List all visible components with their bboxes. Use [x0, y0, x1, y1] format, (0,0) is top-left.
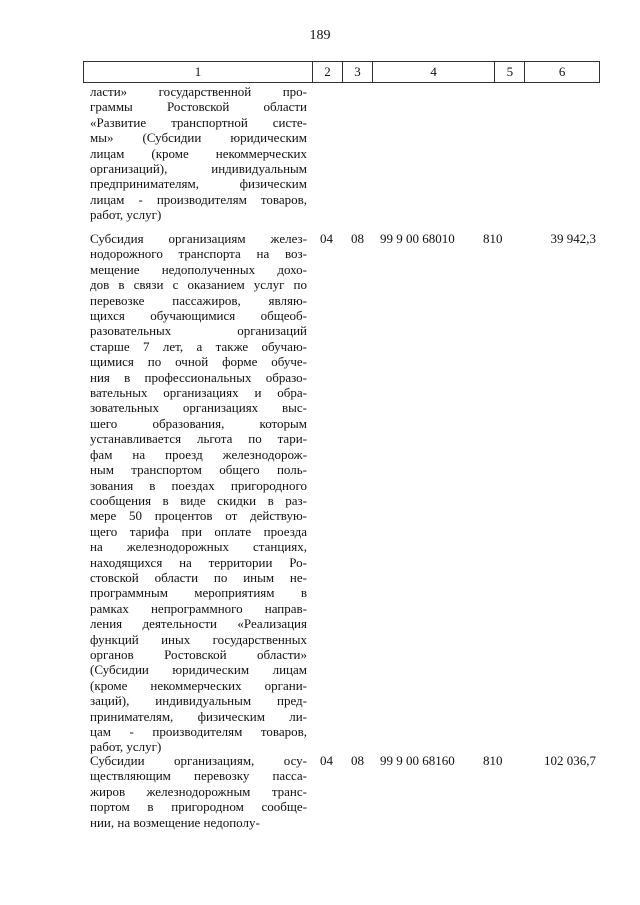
header-cell-1: 1 — [84, 62, 313, 82]
description-line: нии, на возмещение недополу- — [90, 814, 260, 830]
row-description — [90, 84, 307, 223]
description-line: зования в поездах пригородного — [90, 477, 307, 493]
section-code: 04 — [320, 753, 333, 768]
header-cell-6: 6 — [558, 64, 566, 79]
subsection-code: 08 — [351, 753, 364, 768]
description-line: разовательных организаций — [90, 323, 307, 339]
description-line: Субсидия организациям желез- — [90, 231, 307, 246]
description-line: Субсидии организациям, осу- — [90, 753, 307, 768]
row-description — [90, 753, 307, 830]
section-code: 04 — [320, 231, 333, 246]
description-line: организаций), индивидуальным — [90, 161, 307, 177]
description-line: лицам - производителям товаров, — [90, 191, 307, 207]
description-line: перевозке пассажиров, являю- — [90, 292, 307, 308]
page-number: 189 — [309, 28, 331, 43]
description-line: вательных организациях и обра- — [90, 385, 307, 401]
description-line: функций иных государственных — [90, 631, 307, 647]
description-line: ления деятельности «Реализация — [90, 616, 307, 632]
expense-type-code: 810 — [483, 753, 503, 768]
description-line: устанавливается льгота по тари- — [90, 431, 307, 447]
description-line: лицам (кроме некоммерческих — [90, 145, 307, 161]
description-line: ным транспортом общего поль- — [90, 462, 307, 478]
amount-value: 102 036,7 — [544, 753, 596, 768]
description-line: (кроме некоммерческих органи- — [90, 677, 307, 693]
header-cell-4: 4 — [373, 62, 496, 82]
description-line: дов в связи с оказанием услуг по — [90, 277, 307, 293]
description-line: ласти» государственной про- — [90, 84, 307, 99]
description-line: мещение недополученных дохо- — [90, 261, 307, 277]
description-line: ния в профессиональных образо- — [90, 369, 307, 385]
description-line: работ, услуг) — [90, 207, 162, 223]
header-cell-2: 2 — [313, 62, 343, 82]
target-article-code: 99 9 00 68160 — [380, 753, 455, 768]
description-line: цам - производителям товаров, — [90, 724, 307, 739]
header-cell-3: 3 — [343, 62, 373, 82]
header-cell-5: 5 — [495, 62, 525, 82]
description-line: фам на проезд железнодорож- — [90, 446, 307, 462]
description-line: портом в пригородном сообще- — [90, 799, 307, 815]
description-line: жиров железнодорожным транс- — [90, 783, 307, 799]
description-line: нодорожного транспорта на воз- — [90, 246, 307, 262]
description-line: предпринимателям, физическим — [90, 176, 307, 192]
description-line: граммы Ростовской области — [90, 99, 307, 115]
description-line: щихся обучающимися общеоб- — [90, 308, 307, 324]
description-line: программным мероприятиям в — [90, 585, 307, 601]
description-line: органов Ростовской области» — [90, 646, 307, 662]
description-line: шего образования, которым — [90, 415, 307, 431]
description-line: стовской области по иным не- — [90, 569, 307, 585]
description-line: мере 50 процентов от действую- — [90, 508, 307, 524]
description-line: принимателям, физическим ли- — [90, 708, 307, 724]
subsection-code: 08 — [351, 231, 364, 246]
description-line: сообщения в виде скидки в раз- — [90, 492, 307, 508]
description-line: на железнодорожных станциях, — [90, 539, 307, 555]
description-line: (Субсидии юридическим лицам — [90, 662, 307, 678]
description-line: «Развитие транспортной систе- — [90, 114, 307, 130]
row-description — [90, 231, 307, 755]
amount-value: 39 942,3 — [550, 231, 596, 246]
description-line: старше 7 лет, а также обучаю- — [90, 338, 307, 354]
expense-type-code: 810 — [483, 231, 503, 246]
description-line: мы» (Субсидии юридическим — [90, 130, 307, 146]
description-line: щего тарифа при оплате проезда — [90, 523, 307, 539]
description-line: зовательных организациях выс- — [90, 400, 307, 416]
description-line: работ, услуг) — [90, 739, 162, 755]
description-line: заций), индивидуальным пред- — [90, 693, 307, 709]
description-line: щимися по очной форме обуче- — [90, 354, 307, 370]
description-line: ществляющим перевозку пасса- — [90, 768, 307, 784]
table-header-row — [83, 61, 600, 83]
description-line: рамках непрограммного направ- — [90, 600, 307, 616]
target-article-code: 99 9 00 68010 — [380, 231, 455, 246]
description-line: находящихся на территории Ро- — [90, 554, 307, 570]
